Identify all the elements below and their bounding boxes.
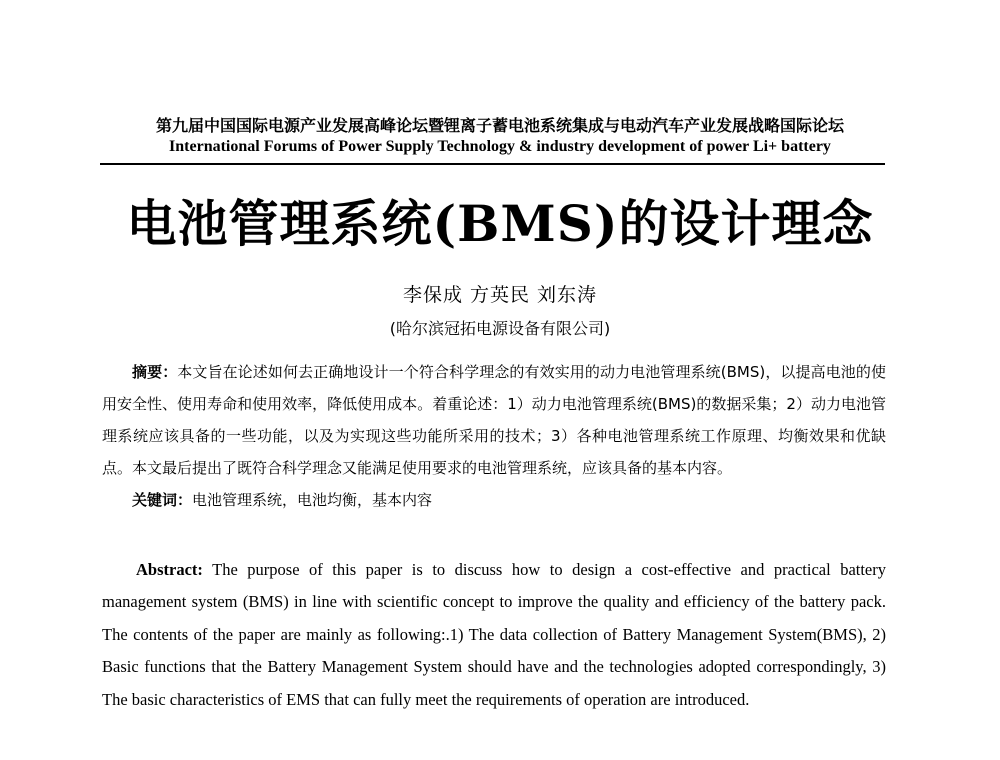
abstract-cn-section [102, 356, 886, 516]
paper-title: 电池管理系统(BMS)的设计理念 [126, 194, 874, 253]
header-divider [100, 163, 885, 165]
conference-title-en: International Forums of Power Supply Technology & industry development of power Li+ battery [169, 138, 831, 155]
authors: 李保成 方英民 刘东涛 [402, 284, 598, 306]
abstract-cn-label: 摘要： [132, 363, 178, 381]
keywords-cn [102, 484, 886, 516]
abstract-en-label: Abstract: [136, 560, 203, 579]
abstract-en-text: The purpose of this paper is to discuss how to design a cost-effective and practical battery management system (BMS) in line with scientific concept to improve the quality and efficiency of the battery pack. The contents of the paper are mainly as following:.1) The data collection of Battery Management System(BMS), 2) Basic functions that the Battery Management System should have and the technologies adopted correspondingly, 3) The basic characteristics of EMS that can fully meet the requirements of operation are introduced. [102, 560, 886, 709]
abstract-en-section [102, 554, 886, 716]
affiliation: (哈尔滨冠拓电源设备有限公司) [389, 319, 611, 338]
abstract-cn-text: 本文旨在论述如何去正确地设计一个符合科学理念的有效实用的动力电池管理系统(BMS)，以提高电池的使用安全性、使用寿命和使用效率，降低使用成本。着重论述：1）动力电池管理系统(BMS)的数据采集；2）动力电池管理系统应该具备的一些功能，以及为实现这些功能所采用的技术；3）各种电池管理系统工作原理、均衡效果和优缺点。本文最后提出了既符合科学理念又能满足使用要求的电池管理系统，应该具备的基本内容。 [102, 363, 886, 477]
abstract-en [102, 554, 886, 716]
keywords-cn-text: 电池管理系统，电池均衡，基本内容 [192, 491, 433, 509]
abstract-cn [102, 356, 886, 484]
keywords-cn-label: 关键词： [132, 491, 193, 509]
conference-title-cn: 第九届中国国际电源产业发展高峰论坛暨锂离子蓄电池系统集成与电动汽车产业发展战略国际论坛 [155, 116, 844, 135]
